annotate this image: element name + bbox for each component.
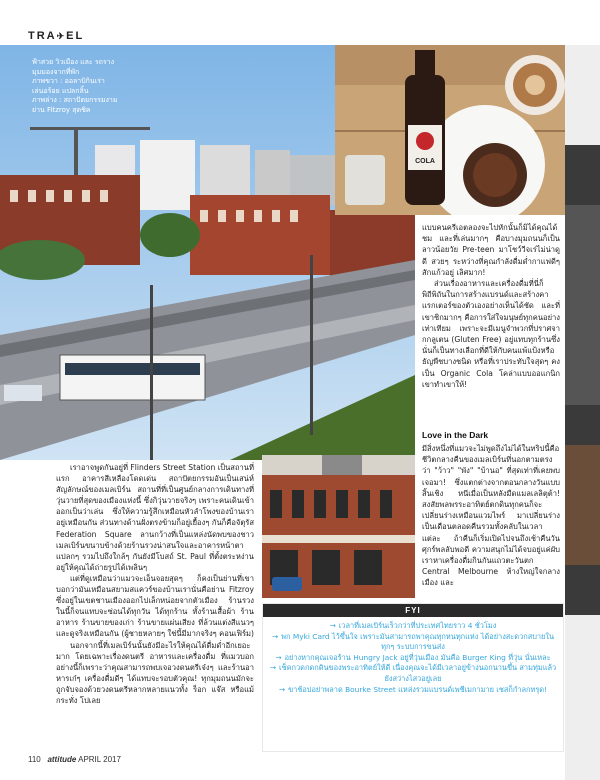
airplane-icon: ✈ — [56, 31, 67, 41]
body-paragraph: แต่ที่ดูเหมือนว่าแมวจะเอ็นจอยสุดๆ ก็คงเป็นย่านที่เขาบอกว่ามันเหมือนสยามสแควร์ของบ้านเรานั่นคือย่าน Fitzroy ซึ่งอยู่ในเขตชานเมืองออกไปเล็กหน่อยจากตัวเมือง ร้านรวงในนี้ก็จนแทบจะซ่อนได้ทุกวัน ได้ทุกร้าน ทั้งร้านเสื้อผ้า ร้านอาหาร ร้านขายของเก่า ร้านขายแผ่นเสียง ที่ล้วนแต่งสีแนวๆ และดูจริงเหมือนกัน (ผู้ชายหลายๆ ใช่นี้มีมากจริงๆ คอนเฟิร์ม) — [56, 573, 255, 639]
bottle-label: COLA — [415, 158, 435, 165]
right-column-intro — [422, 222, 560, 390]
magazine-brand: attitude — [47, 755, 77, 764]
body-paragraph: ส่วนเรื่องอาหารและเครื่องดื่มที่นี่ก็พิถีพิถันในการสร้างแบรนด์และสร้างคาแรกเตอร์ของตัวเองอย่างเห็นได้ชัด และที่เขาชิกมากๆ คือการใส่ใจมนุษย์ทุกคนอย่างเท่าเทียม เพราะจะมีเมนูจำพวกที่ปราศจากกลูเตน (Gluten Free) อยู่แทบทุกร้านซึ่งนั่นก็เป็นทางเลือกที่ดีให้กับคนแพ้แป้งหรือธัญพืชบางชนิด หรือที่เราประทับใจสุดๆ คงเป็น Organic Cola โคล่าแบบออแกนิก เขาทำเขาให้! — [422, 279, 560, 389]
section-label: TRA✈EL — [28, 30, 85, 42]
right-column-night — [422, 443, 560, 589]
fyi-item: → อย่างหากคุณเจอร้าน Hungry Jack อยู่ที่วุ่นเมือง มันคือ Burger King ที่วุ่น นั่นเหละ — [275, 652, 551, 662]
fyi-box — [262, 603, 564, 752]
body-paragraph: แบบคนครีเอตลองจะไปหักนั้นก็มิได้คุณได้ชม และที่เล่นมากๆ คือบางมุมถนนก็เป็นลาวน้อยวัย Pre-teen มาโชว์วีจเร่ไม่น่าดูดี สวยๆ ระหว่างที่คุณกำลังดื่มด่ำกาแฟดีๆ สักแก้วอยู่ เลิศมาก! — [422, 223, 560, 277]
fyi-list — [263, 617, 563, 695]
building-photo — [262, 455, 415, 598]
issue-date: APRIL 2017 — [78, 755, 121, 764]
body-paragraph: นอกจากนี้ที่เมลเบิร์นนั้นยังมีอะไรให้คุณได้ดื่มด่ำอีกเยอะมาก โดยเฉพาะเรื่องดนตรี อาหารและเครื่องดื่ม ที่แมวบอกอย่างนี้ก็เพราะว่าคุณสามารถพบเจอวงดนตรีเจ๋งๆ และร้านอาหารเก๋ๆ เครื่องดื่มดีๆ ได้แทบจะรอบตัวคุณ! ทุกมุมถนนมักจะถูกจับจองด้วยวงดนตรีหลากหลายแนวทั้ง ร็อก แจ๊ส หรือแม้กระทั่ง โปเลย — [56, 640, 254, 705]
body-paragraph: มีสิ่งหนึ่งที่แมวจะไม่พูดถึงไม่ได้ในทริปนี้คือชีวิตกลางคืนของเมลเบิร์นที่นอกตามตรงว่า "ว้าว" "พัง" "บ้านอ" ที่สุดเท่าที่เคยพบเจอมา! ซึ่งแตกต่างจากตอนกลางวันแบบสิ้นเชิง หนีเมื่อเป็นหลังมืดแมลเลลิตุต้า! สงสัยพลพรระอาทิตย์ตกดินทุกคนก็จะเปลี่ยนร่างเหมือนแวมไพร์ มาเปลี่ยนร่างเป็นเดือนตลอดคืนรวมทั้งคลับในเวลาแต่ละ ถ้าคืนก็เริ่มเปิดไปจนถึงเช้าคืนวันศุกร์พลลับพอดี ความสนุกไม่ได้จบอยู่แค่ผับ เราหาเครื่องดื่มกินกันแถวตะวันตก Central Melbourne ห้างใหญ่ใจกลางเมือง และ — [422, 444, 560, 588]
arrow-icon: → — [275, 652, 282, 662]
fyi-title: FYI — [263, 604, 563, 617]
arrow-icon: → — [269, 663, 277, 673]
left-column — [56, 462, 254, 706]
arrow-icon: → — [278, 684, 286, 694]
subheading: Love in the Dark — [422, 430, 489, 440]
page-footer — [28, 755, 121, 764]
fyi-item: → ขาช้อปอย่าพลาด Bourke Street แหล่งรวมแบรนด์เพชีเมกามาย เชสก็กำลกทรุด! — [278, 684, 548, 694]
fyi-item: → เช็คกวดกดกดินของพระอาทิตย์ให้ดี เนื่องคุณจะได้มีเวลาอยู่ข้างนอกนานขึ้น สามทุ่มแล้วยังสว่างไสวอยู่เลย — [269, 663, 557, 683]
photo-caption: ฟ้าสวย วิวเมือง และ รถราง มุมมองจากที่พัก ภาพขวา : ออลาบิกินเร่า เล่นอร้อย แปลกลิ้น ภาพล่าง : สถาปัตยกรรมงาม ย่าน Fitzroy สุดชิค — [32, 58, 118, 114]
fyi-item: → พก Myki Card ไว้ขึ้นใจ เพราะมันสามารถพาคุณทุกหนทุกแห่ง ได้อย่างสะดวกสบายในทุกๆ ระบบการขนส่ง — [271, 631, 555, 652]
body-paragraph: เราอาจพูดกันอยู่ที่ Flinders Street Station เป็นสถานที่แรก อาคารสีเหลืองโดดเด่น สถาปัตยกรรมอันเป็นเสน่ห์สัญลักษณ์ของเมลเบิร์น สถานที่ที่เป็นศูนย์กลางการเดินทางที่วุ่นวายที่สุดของเมืองแห่งนี้ ซึ่งกิวุ่นวายจริงๆ เพราะคนเดินเข้าออกเป็นว่าเล่น ซึ่งให้ความรู้สึกเหมือนหัวลำโพงของบ้านเราอยู่เหมือนกัน ส่วนทางด้านฝั่งตรงข้ามก็อยู่เยื้องๆ กันก็คือจัตุรัส Federation Square ลานกว้างที่เป็นแหล่งนัดพบของชาวเมลเบิร์นขนาบข้างด้วยร้านรวงน่าสนใจและอาคารหน้าตาแปลกๆ รวมไปถึงใกล้ๆ กันยังมีโบสถ์ St. Paul ที่ตั้งตระหง่านอยู่ให้คุณได้ถ่ายรูปได้เพลินๆ — [56, 463, 254, 572]
page-number: 110 — [28, 755, 41, 764]
fyi-item: → เวลาที่เมลเบิร์นเร็วกว่าที่ประเทศไทยราว 4 ชั่วโมง — [329, 621, 497, 630]
arrow-icon: → — [271, 631, 279, 641]
arrow-icon: → — [329, 621, 336, 630]
cafe-photo — [335, 45, 565, 215]
adjacent-page-photo — [565, 145, 600, 615]
